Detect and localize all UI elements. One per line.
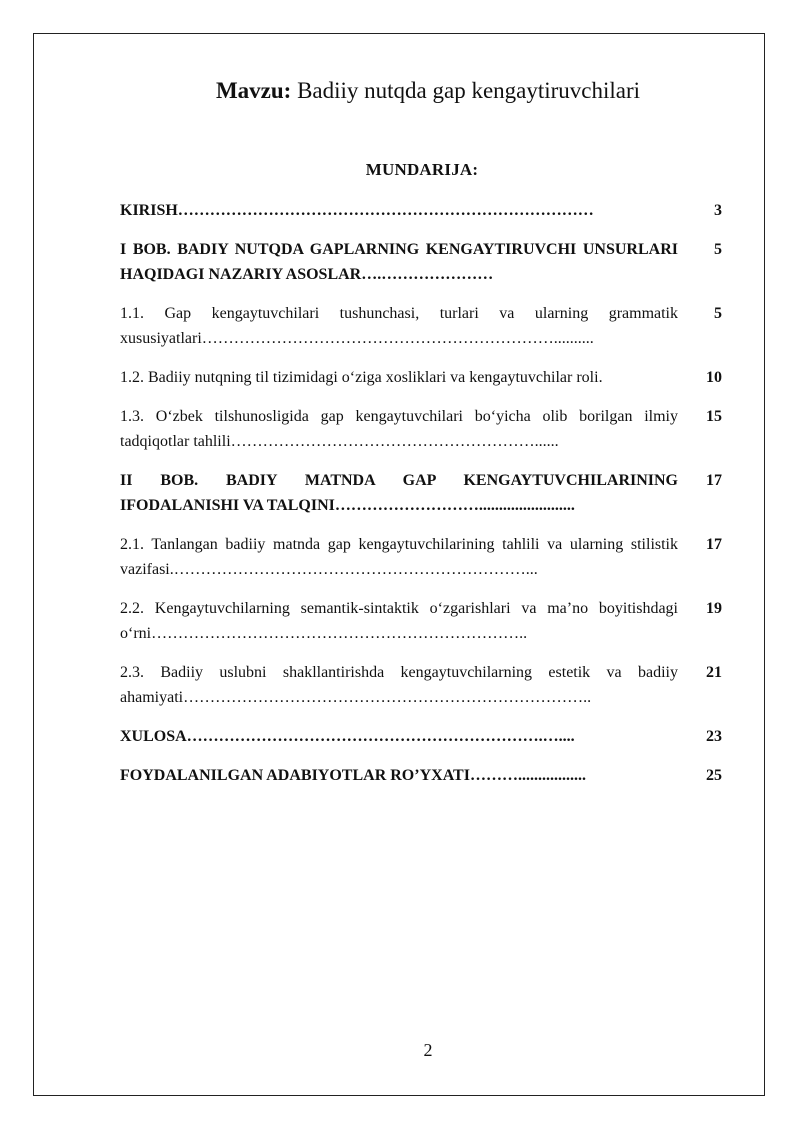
toc-entry-section-2-2 xyxy=(120,596,722,646)
toc-entry-page: 25 xyxy=(706,767,722,784)
toc-entry-page: 17 xyxy=(706,536,722,553)
toc-entry-section-1-3 xyxy=(120,404,722,454)
toc-entry-title: II BOB. BADIY MATNDA GAP KENGAYTUVCHILARINING IFODALANISHI VA TALQINI………………………........................ xyxy=(120,472,678,514)
toc-entry-page: 15 xyxy=(706,408,722,425)
toc-entry-chapter-2 xyxy=(120,468,722,518)
topic-title: Badiiy nutqda gap kengaytiruvchilari xyxy=(297,78,641,103)
toc-entry-page: 19 xyxy=(706,600,722,617)
toc-entry-section-1-2 xyxy=(120,365,722,390)
page-number: 2 xyxy=(423,1040,433,1060)
toc-entry-section-2-1 xyxy=(120,532,722,582)
toc-entry-title: 2.3. Badiiy uslubni shakllantirishda kengaytuvchilarning estetik va badiiy ahamiyati………………………………………………………………….. xyxy=(120,664,678,706)
toc-entry-title: FOYDALANILGAN ADABIYOTLAR RO’YXATI………................. xyxy=(120,767,586,784)
toc-entry-page: 5 xyxy=(714,241,722,258)
toc-entry-title: 1.3. O‘zbek tilshunosligida gap kengaytuvchilari bo‘yicha olib borilgan ilmiy tadqiqotlar tahlili…………………………………………………...... xyxy=(120,408,678,450)
toc-entry-title: XULOSA………………………………………………………….….... xyxy=(120,728,575,745)
toc-entry-page: 17 xyxy=(706,472,722,489)
toc-entry-section-2-3 xyxy=(120,660,722,710)
table-of-contents xyxy=(120,198,722,802)
toc-entry-title: 1.2. Badiiy nutqning til tizimidagi o‘ziga xosliklari va kengaytuvchilar roli. xyxy=(120,369,603,386)
toc-entry-title: 2.1. Tanlangan badiiy matnda gap kengaytuvchilarining tahlili va ularning stilistik vazifasi.…………………………………………………………... xyxy=(120,536,678,578)
toc-entry-title: 2.2. Kengaytuvchilarning semantik-sintaktik o‘zgarishlari va ma’no boyitishdagi o‘rni…………………………………………………………….. xyxy=(120,600,678,642)
topic-line xyxy=(0,78,800,104)
toc-entry-conclusion xyxy=(120,724,722,749)
toc-entry-page: 3 xyxy=(714,202,722,219)
toc-entry-page: 23 xyxy=(706,728,722,745)
toc-entry-title: 1.1. Gap kengaytuvchilari tushunchasi, turlari va ularning grammatik xususiyatlari………………………………………………………….......... xyxy=(120,305,678,347)
toc-entry-title: I BOB. BADIY NUTQDA GAPLARNING KENGAYTIRUVCHI UNSURLARI HAQIDAGI NAZARIY ASOSLAR….………………… xyxy=(120,241,678,283)
toc-entry-references xyxy=(120,763,722,788)
toc-entry-page: 5 xyxy=(714,305,722,322)
toc-entry-introduction xyxy=(120,198,722,223)
toc-entry-section-1-1 xyxy=(120,301,722,351)
toc-entry-title: KIRISH…………………………………………………………………… xyxy=(120,202,594,219)
toc-entry-chapter-1 xyxy=(120,237,722,287)
topic-label: Mavzu: xyxy=(215,78,292,103)
toc-entry-page: 21 xyxy=(706,664,722,681)
toc-heading: MUNDARIJA: xyxy=(365,160,479,179)
toc-entry-page: 10 xyxy=(706,369,722,386)
